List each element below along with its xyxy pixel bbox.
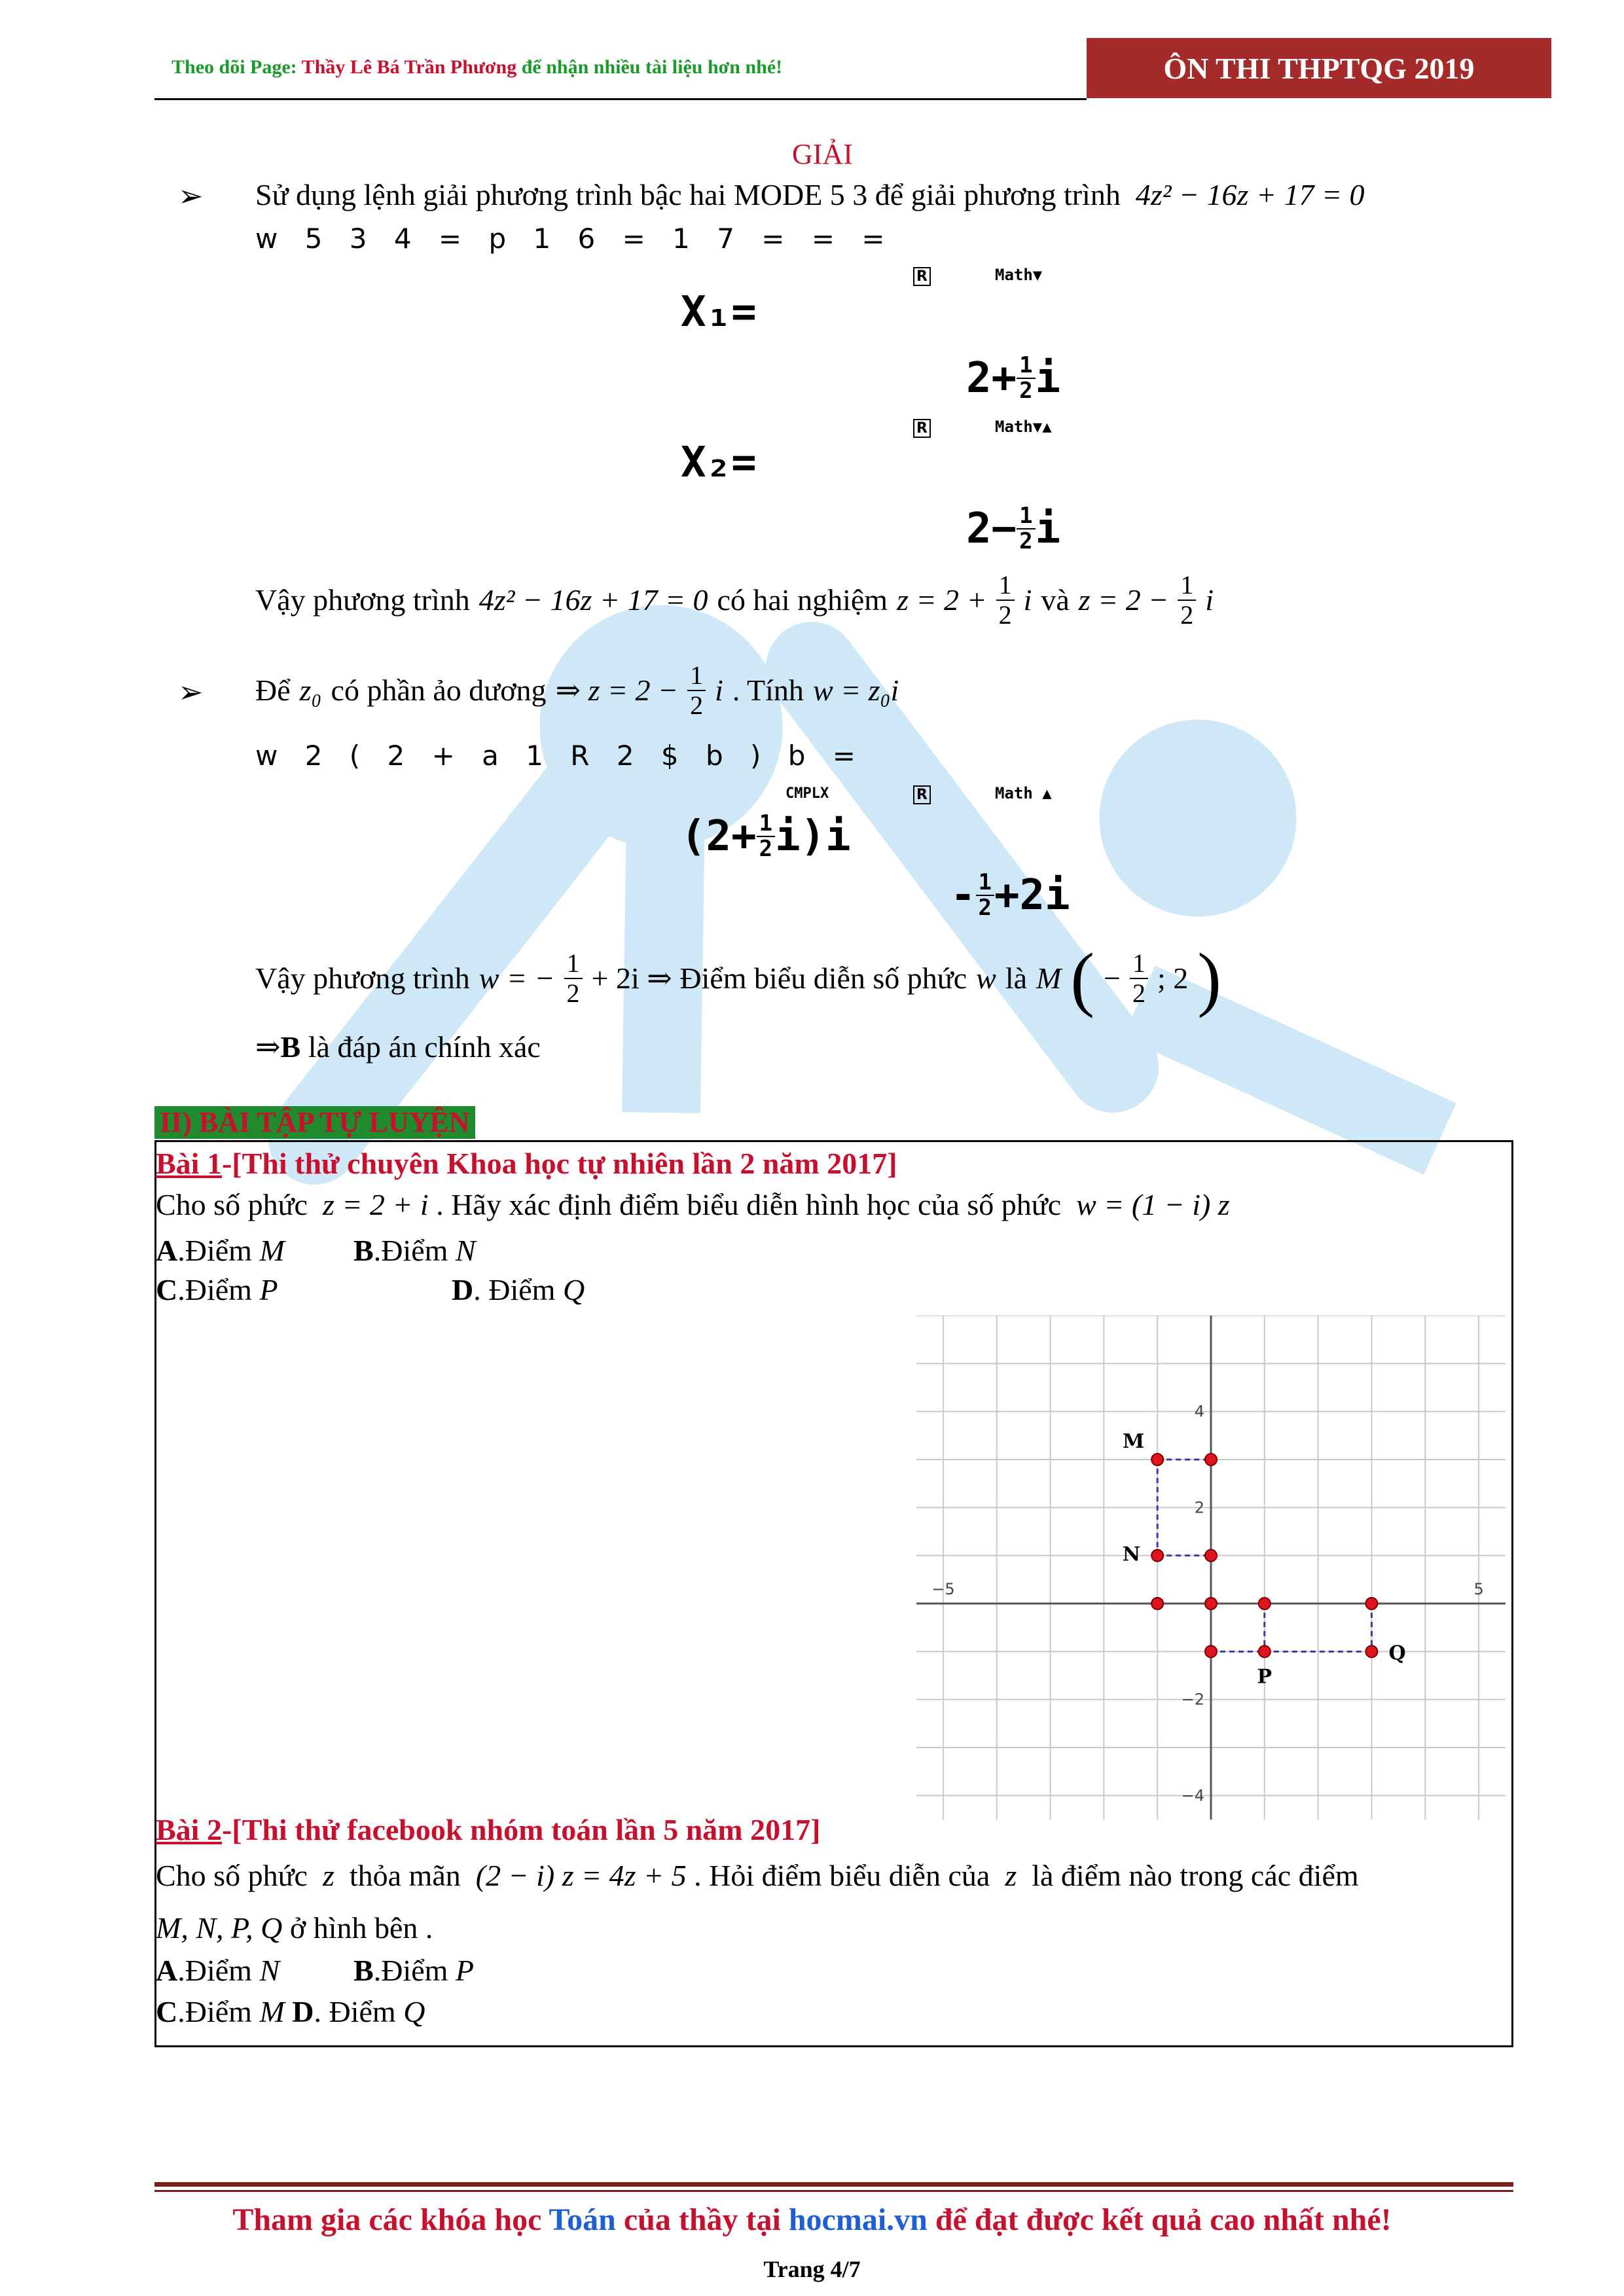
step1-text: Sử dụng lệnh giải phương trình bậc hai MODE 5 3 để giải phương trình 4z² − 16z + 17 = 0 (255, 178, 1365, 211)
bai2-option-b[interactable]: B.Điểm P (353, 1954, 474, 1987)
section-title: II) BÀI TẬP TỰ LUYỆN (154, 1106, 475, 1139)
calc-r-indicator-3: R (913, 785, 931, 804)
calc-cmplx: CMPLX (785, 785, 829, 802)
y-tick-label: −4 (1181, 1786, 1204, 1805)
y-tick-label: 2 (1194, 1498, 1204, 1517)
conclusion-2: Vậy phương trình w = − $\frac{1}{2}$ + 2i ⇒ Điểm biểu diễn số phức w là M ( − $\frac{1}{2}$ ; 2 ) (255, 939, 1221, 1018)
page-number: Trang 4/7 (763, 2256, 861, 2282)
follow-page-note: Theo dõi Page: Thầy Lê Bá Trần Phương để nhận nhiều tài liệu hơn nhé! (171, 56, 783, 78)
answer-line: ⇒B là đáp án chính xác (255, 1030, 541, 1064)
calc-x1-label: X₁= (681, 288, 757, 336)
bai1-question: Cho số phức z = 2 + i . Hãy xác định điểm biểu diễn hình học của số phức w = (1 − i) z (156, 1188, 1230, 1221)
bai1-title: Bài 1-[Thi thử chuyên Khoa học tự nhiên lần 2 năm 2017] (156, 1147, 897, 1180)
calc-mode-2: Math▼▲ (995, 418, 1052, 436)
bai1-option-d[interactable]: D. Điểm Q (452, 1273, 585, 1306)
calc-x2-value: 2− $\frac{1}{2}$ i (966, 503, 1061, 555)
calc-x2-label: X₂= (681, 439, 757, 487)
coordinate-plane-chart (916, 1316, 1506, 1820)
data-point (1151, 1550, 1163, 1562)
data-point (1205, 1454, 1217, 1465)
data-point (1259, 1598, 1271, 1609)
data-point (1205, 1598, 1217, 1609)
data-point (1365, 1645, 1377, 1657)
point-label: P (1257, 1665, 1272, 1689)
data-point (1205, 1550, 1217, 1562)
bai2-question-line1: Cho số phức z thỏa mãn (2 − i) z = 4z + 5 . Hỏi điểm biểu diễn của z là điểm nào trong các điểm (156, 1859, 1359, 1892)
y-tick-label: −2 (1181, 1690, 1204, 1709)
bai1-option-a[interactable]: A.Điểm M (156, 1234, 285, 1267)
exam-badge: ÔN THI THPTQG 2019 (1087, 38, 1551, 98)
calc-r-indicator-2: R (913, 419, 931, 438)
calc-mode-3: Math ▲ (995, 784, 1052, 802)
data-point (1151, 1598, 1163, 1609)
bullet-arrow-icon: ➢ (178, 179, 204, 213)
solution-title: GIẢI (792, 138, 853, 170)
step2-text: Để z₀ có phần ảo dương ⇒ z = 2 − $\frac{1}{2}$ i . Tính w = z₀i (255, 660, 899, 720)
bai2-option-a[interactable]: A.Điểm N (156, 1954, 280, 1987)
data-point (1365, 1598, 1377, 1609)
data-point (1205, 1645, 1217, 1657)
x-tick-label: 5 (1473, 1580, 1484, 1598)
data-point (1259, 1645, 1271, 1657)
keystrokes-1: w 5 3 4 = p 1 6 = 1 7 = = = (255, 223, 894, 255)
footer-promo: Tham gia các khóa học Toán của thầy tại hocmai.vn để đạt được kết quả cao nhất nhé! (232, 2202, 1392, 2237)
conclusion-1: Vậy phương trình 4z² − 16z + 17 = 0 có hai nghiệm z = 2 + $\frac{1}{2}$ i và z = 2 − $\frac{1}{2}$ i (255, 570, 1214, 630)
bai1-option-b[interactable]: B.Điểm N (353, 1234, 476, 1267)
data-point (1151, 1454, 1163, 1465)
bai2-question-line2: M, N, P, Q ở hình bên . (156, 1911, 433, 1945)
calc-r-indicator: R (913, 267, 931, 286)
point-label: Q (1388, 1641, 1406, 1665)
y-tick-label: 4 (1194, 1402, 1204, 1421)
calc-expression: (2+ $\frac{1}{2}$ i)i (681, 810, 851, 863)
footer-divider-thin (154, 2190, 1513, 2192)
bai2-title: Bài 2-[Thi thử facebook nhóm toán lần 5 năm 2017] (156, 1813, 821, 1846)
bai2-option-c-d[interactable]: C.Điểm M D. Điểm Q (156, 1995, 425, 2028)
hocmai-link[interactable]: hocmai.vn (788, 2202, 928, 2237)
x-tick-label: −5 (931, 1580, 955, 1598)
point-label: M (1122, 1430, 1145, 1453)
keystrokes-2: w 2 ( 2 + a 1 R 2 $ b ) b = (255, 740, 865, 772)
calc-mode-1: Math▼ (995, 266, 1043, 284)
bai1-option-c[interactable]: C.Điểm P (156, 1273, 278, 1306)
calc-x1-value: 2+ $\frac{1}{2}$ i (966, 352, 1061, 404)
calc-result: - $\frac{1}{2}$ +2i (950, 869, 1070, 922)
point-label: N (1122, 1543, 1141, 1566)
bullet-arrow-icon: ➢ (178, 675, 204, 709)
header-divider (154, 98, 1087, 100)
footer-divider (154, 2182, 1513, 2187)
